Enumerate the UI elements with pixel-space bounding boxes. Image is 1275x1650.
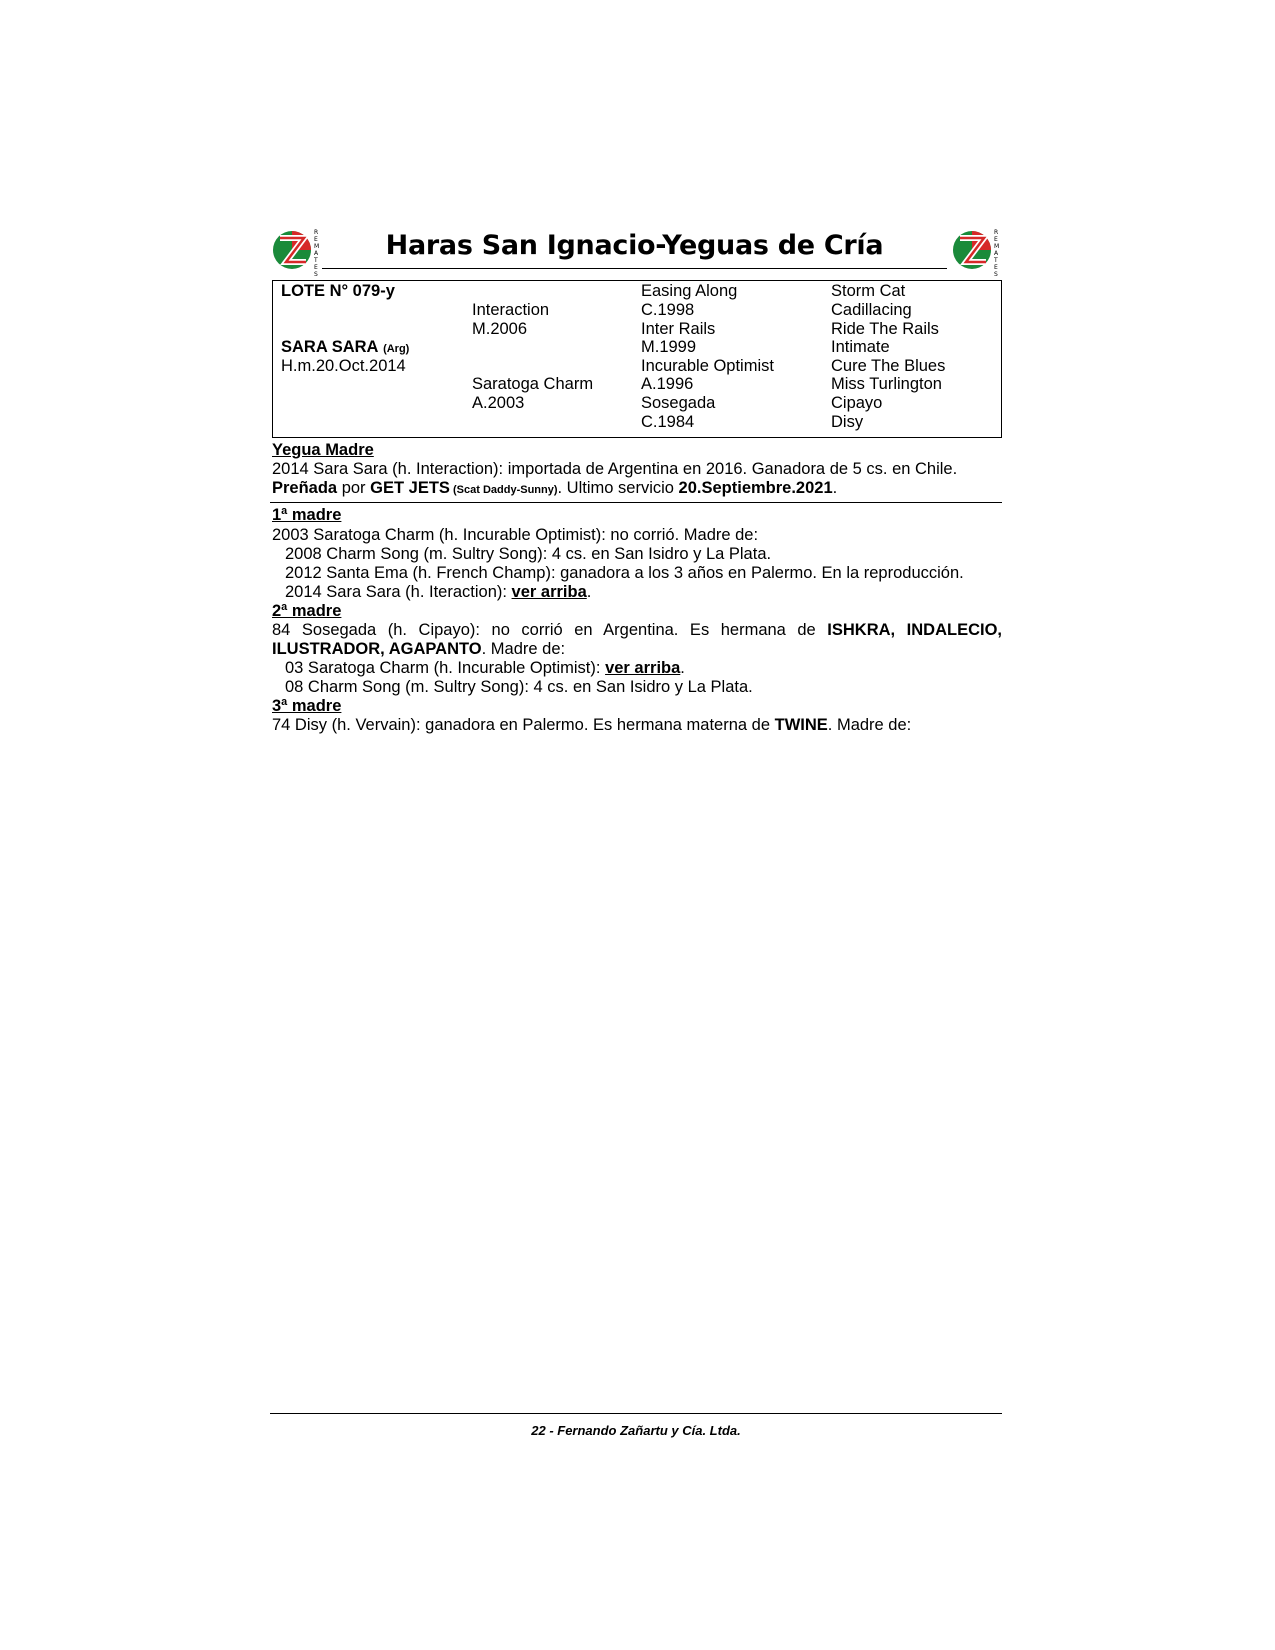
svg-text:A: A bbox=[994, 250, 999, 257]
svg-text:S: S bbox=[314, 271, 318, 278]
grandsire-1-year: C.1998 bbox=[641, 301, 695, 319]
primera-line-1: 2003 Saratoga Charm (h. Incurable Optimist): no corrió. Madre de: bbox=[272, 526, 759, 544]
segunda-line-4: 08 Charm Song (m. Sultry Song): 4 cs. en San Isidro y La Plata. bbox=[285, 678, 753, 696]
svg-text:A: A bbox=[314, 250, 319, 257]
gg-2: Cadillacing bbox=[831, 301, 912, 319]
segunda-line-2: ILUSTRADOR, AGAPANTO. Madre de: bbox=[272, 640, 566, 658]
svg-text:S: S bbox=[994, 271, 998, 278]
svg-text:M: M bbox=[994, 243, 1000, 250]
yegua-madre-heading: Yegua Madre bbox=[272, 441, 374, 459]
gg-8: Disy bbox=[831, 413, 864, 431]
horse-description: H.m.20.Oct.2014 bbox=[281, 357, 406, 375]
svg-text:M: M bbox=[314, 243, 320, 250]
primera-line-4: 2014 Sara Sara (h. Iteraction): ver arriba. bbox=[285, 583, 592, 601]
footer-rule bbox=[270, 1413, 1002, 1414]
gg-3: Ride The Rails bbox=[831, 320, 939, 338]
granddam-1: Inter Rails bbox=[641, 320, 716, 338]
svg-text:T: T bbox=[314, 257, 318, 264]
gg-7: Cipayo bbox=[831, 394, 883, 412]
segunda-line-3: 03 Saratoga Charm (h. Incurable Optimist): ver arriba. bbox=[285, 659, 685, 677]
dam-year: A.2003 bbox=[472, 394, 525, 412]
primera-madre-heading: 1ª madre bbox=[272, 506, 342, 524]
segunda-line-1: 84 Sosegada (h. Cipayo): no corrió en Argentina. Es hermana de ISHKRA, INDALECIO, bbox=[272, 621, 1002, 639]
tercera-madre-heading: 3ª madre bbox=[272, 697, 342, 715]
page-title: Haras San Ignacio-Yeguas de Cría bbox=[385, 230, 884, 261]
sire: Interaction bbox=[472, 301, 550, 319]
svg-text:E: E bbox=[994, 236, 998, 243]
granddam-1-year: M.1999 bbox=[641, 338, 697, 356]
svg-text:E: E bbox=[994, 264, 998, 271]
page-footer: 22 - Fernando Zañartu y Cía. Ltda. bbox=[531, 1423, 741, 1438]
gg-6: Miss Turlington bbox=[831, 375, 942, 393]
yegua-madre-line-2: Preñada por GET JETS (Scat Daddy-Sunny). Ultimo servicio 20.Septiembre.2021. bbox=[272, 479, 838, 497]
tercera-intro: 74 Disy (h. Vervain): ganadora en Palermo. Es hermana materna de TWINE. Madre de: bbox=[272, 716, 912, 734]
gg-4: Intimate bbox=[831, 338, 890, 356]
section-rule bbox=[270, 502, 1002, 503]
grandsire-2: Incurable Optimist bbox=[641, 357, 774, 375]
gg-5: Cure The Blues bbox=[831, 357, 946, 375]
sire-year: M.2006 bbox=[472, 320, 528, 338]
gg-1: Storm Cat bbox=[831, 282, 906, 300]
grandsire-2-year: A.1996 bbox=[641, 375, 694, 393]
granddam-2-year: C.1984 bbox=[641, 413, 695, 431]
dam: Saratoga Charm bbox=[472, 375, 594, 393]
pedigree-table bbox=[272, 280, 1002, 438]
svg-text:R: R bbox=[314, 229, 319, 236]
svg-text:E: E bbox=[314, 264, 318, 271]
grandsire-1: Easing Along bbox=[641, 282, 738, 300]
primera-line-2: 2008 Charm Song (m. Sultry Song): 4 cs. en San Isidro y La Plata. bbox=[285, 545, 772, 563]
lote-number: LOTE N° 079-y bbox=[281, 282, 395, 300]
horse-name: SARA SARA (Arg) bbox=[281, 338, 410, 356]
title-rule bbox=[322, 268, 947, 269]
svg-text:T: T bbox=[994, 257, 998, 264]
svg-text:R: R bbox=[994, 229, 999, 236]
svg-text:E: E bbox=[314, 236, 318, 243]
segunda-madre-heading: 2ª madre bbox=[272, 602, 342, 620]
zremates-logo-left bbox=[270, 224, 322, 278]
granddam-2: Sosegada bbox=[641, 394, 716, 412]
zremates-logo-right bbox=[950, 224, 1002, 278]
yegua-madre-line-1: 2014 Sara Sara (h. Interaction): importada de Argentina en 2016. Ganadora de 5 cs. en Chile. bbox=[272, 460, 958, 478]
primera-line-3: 2012 Santa Ema (h. French Champ): ganadora a los 3 años en Palermo. En la reproducción. bbox=[285, 564, 964, 582]
